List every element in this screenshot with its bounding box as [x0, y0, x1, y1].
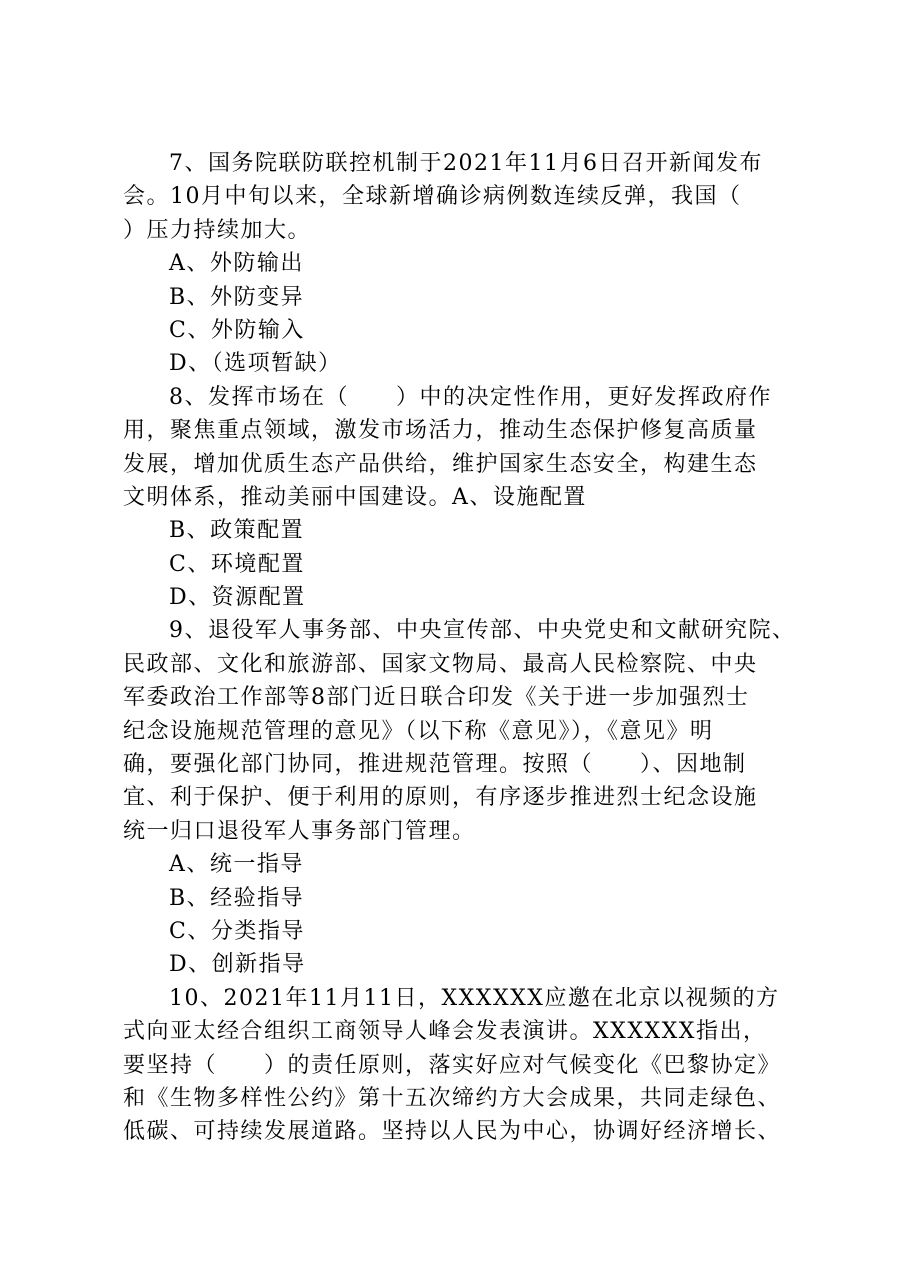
text-line: ）压力持续加大。	[123, 217, 312, 243]
document-body	[123, 147, 803, 1149]
text-line: 会。10月中旬以来，全球新增确诊病例数连续反弹，我国（	[123, 184, 742, 210]
text-line: 民政部、文化和旅游部、国家文物局、最高人民检察院、中央	[123, 651, 758, 677]
text-line: C、分类指导	[169, 918, 305, 944]
text-line: 10、2021年11月11日，XXXXXX应邀在北京以视频的方	[169, 985, 780, 1011]
text-line: 发展，增加优质生态产品供给，维护国家生态安全，构建生态	[123, 451, 758, 477]
text-line: 统一归口退役军人事务部门管理。	[123, 818, 476, 844]
text-line: 宜、利于保护、便于利用的原则，有序逐步推进烈士纪念设施	[123, 785, 758, 811]
text-line: 纪念设施规范管理的意见》（以下称《意见》），《意见》明	[123, 718, 714, 744]
text-line: B、外防变异	[169, 284, 305, 310]
text-line: 用，聚焦重点领域，激发市场活力，推动生态保护修复高质量	[123, 418, 758, 444]
text-line: 和《生物多样性公约》第十五次缔约方大会成果，共同走绿色、	[123, 1085, 782, 1111]
text-line: 低碳、可持续发展道路。坚持以人民为中心，协调好经济增长、	[123, 1119, 782, 1145]
text-line: B、经验指导	[169, 885, 305, 911]
text-line: D、资源配置	[169, 585, 306, 611]
text-line: 确，要强化部门协同，推进规范管理。按照（ ）、因地制	[123, 752, 747, 778]
text-line: 8、发挥市场在（ ）中的决定性作用，更好发挥政府作	[169, 384, 772, 410]
text-line: C、外防输入	[169, 317, 305, 343]
text-line: C、环境配置	[169, 551, 305, 577]
text-line: D、创新指导	[169, 952, 306, 978]
text-line: 式向亚太经合组织工商领导人峰会发表演讲。XXXXXX指出，	[123, 1019, 767, 1045]
text-line: 7、国务院联防联控机制于2021年11月6日召开新闻发布	[169, 151, 763, 176]
text-line: 文明体系，推动美丽中国建设。A、设施配置	[123, 484, 587, 510]
text-line: B、政策配置	[169, 518, 305, 544]
text-line: 要坚持（ ）的责任原则，落实好应对气候变化《巴黎协定》	[123, 1052, 782, 1078]
text-line: 军委政治工作部等8部门近日联合印发《关于进一步加强烈士	[123, 685, 750, 711]
text-line: A、外防输出	[169, 251, 304, 277]
text-line: A、统一指导	[169, 852, 304, 878]
text-line: D、（选项暂缺）	[169, 351, 342, 377]
text-line: 9、退役军人事务部、中央宣传部、中央党史和文献研究院、	[169, 618, 796, 644]
